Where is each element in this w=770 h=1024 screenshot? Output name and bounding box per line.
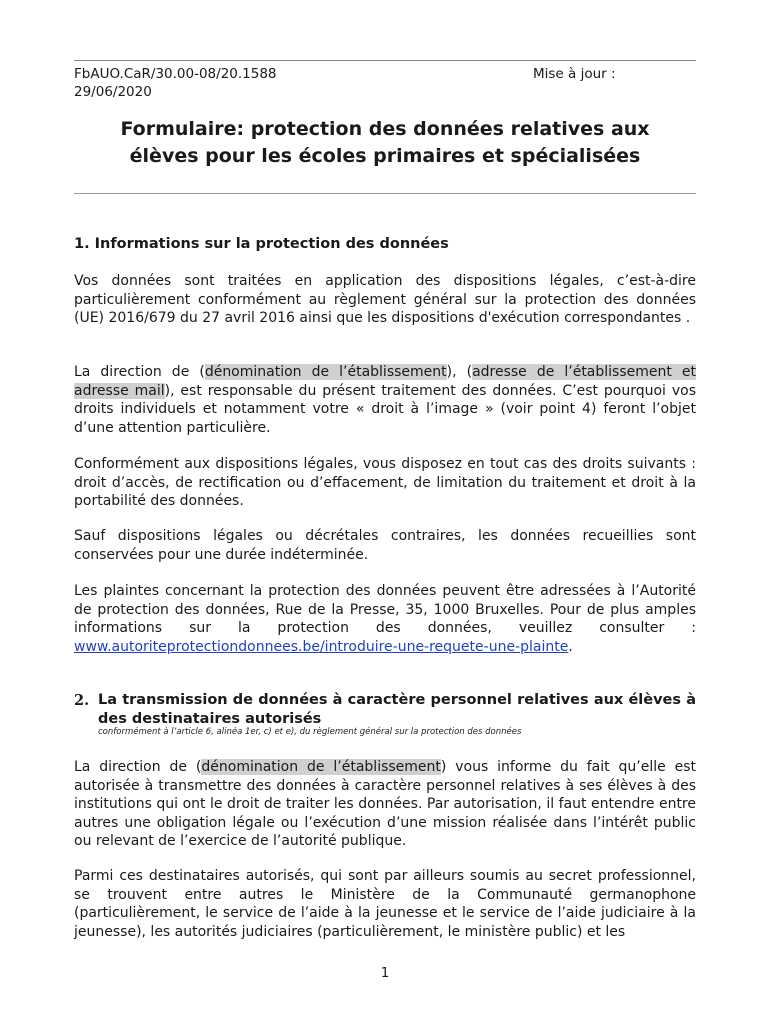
- text-fragment: Les plaintes concernant la protection des données peuvent être adressées à l’Autorité de protection des données, Rue de la Presse, 35, 1000 Bruxelles. Pour de plus amples informations sur la protection des données, veuillez consulter :: [74, 583, 696, 636]
- update-date: 29/06/2020: [74, 84, 152, 100]
- text-fragment: ), (: [446, 364, 473, 380]
- section-1-paragraph-4: Sauf dispositions légales ou décrétales contraires, les données recueillies sont conservées pour une durée indéterminée.: [74, 528, 696, 563]
- header-rule: [74, 60, 696, 61]
- page-number: 1: [380, 965, 390, 981]
- section-1-paragraph-3: Conformément aux dispositions légales, vous disposez en tout cas des droits suivants : droit d’accès, de rectification ou d’effacement, de limitation du traitement et droit à la portabilité des données.: [74, 456, 696, 509]
- text-fragment: La direction de (: [74, 759, 202, 775]
- document-reference: FbAUO.CaR/30.00-08/20.1588: [74, 66, 277, 82]
- title-line-1: Formulaire: protection des données relatives aux: [120, 118, 650, 140]
- document-title: [74, 116, 696, 170]
- text-fragment: La direction de (: [74, 364, 205, 380]
- text-fragment: ), est responsable du présent traitement des données. C’est pourquoi vos droits individuels et notamment votre « droit à l’image » (voir point 4) feront l’objet d’une attention particulière.: [74, 382, 696, 436]
- placeholder-establishment-name: dénomination de l’établissement: [204, 364, 447, 380]
- section-2-paragraph-1: [74, 758, 696, 851]
- section-1-paragraph-5: [74, 582, 696, 656]
- section-1-paragraph-1: Vos données sont traitées en application des dispositions légales, c’est-à-dire particulièrement conformément au règlement général sur la protection des données (UE) 2016/679 du 27 avril 2016 ainsi que les dispositions d'exécution correspondantes .: [74, 273, 696, 326]
- complaint-link[interactable]: www.autoriteprotectiondonnees.be/introduire-une-requete-une-plainte: [74, 638, 569, 655]
- text-fragment: .: [568, 638, 573, 655]
- title-rule: [74, 193, 696, 194]
- section-2-paragraph-2: Parmi ces destinataires autorisés, qui sont par ailleurs soumis au secret professionnel, se trouvent entre autres le Ministère de la Communauté germanophone (particulièrement, le service de l’aide à la jeunesse et le service de l’aide judiciaire à la jeunesse), les autorités judiciaires (particulièrement, le ministère public) et les: [74, 868, 696, 940]
- section-2-number: 2.: [74, 692, 90, 709]
- placeholder-establishment-name: dénomination de l’établissement: [201, 759, 441, 775]
- section-2-heading: La transmission de données à caractère personnel relatives aux élèves à des destinataires autorisés: [98, 692, 696, 727]
- section-1-paragraph-2: [74, 363, 696, 437]
- section-1-heading: 1. Informations sur la protection des données: [74, 236, 449, 252]
- text-fragment: ) vous informe du fait qu’elle est autorisée à transmettre des données à caractère personnel relatives à ses élèves à des institutions qui ont le droit de traiter les données. Par autorisation, il faut entendre entre autres une obligation légale ou l’exécution d’une mission réalisée dans l’intérêt public ou relevant de l’exercice de l’autorité publique.: [74, 759, 697, 849]
- title-line-2: élèves pour les écoles primaires et spécialisées: [129, 145, 641, 167]
- document-page: [74, 0, 696, 1024]
- update-label: Mise à jour :: [533, 66, 616, 82]
- section-2-subheading: conformément à l’article 6, alinéa 1er, c) et e), du règlement général sur la protection des données: [98, 727, 522, 737]
- placeholder-establishment-address: adresse de l’établissement et adresse mail: [74, 364, 697, 399]
